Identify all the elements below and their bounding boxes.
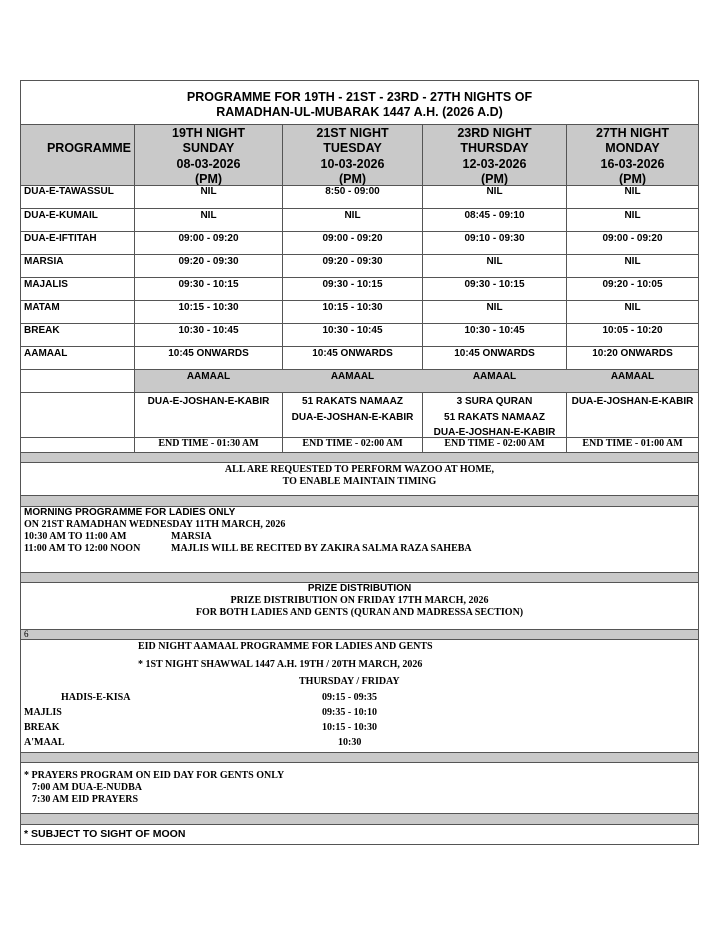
- prize-line-1: PRIZE DISTRIBUTION ON FRIDAY 17TH MARCH, 2026: [230, 595, 489, 606]
- table-cell: 10:45 ONWARDS: [168, 348, 249, 359]
- aamaal-detail: DUA-E-JOSHAN-E-KABIR: [571, 396, 694, 407]
- table-cell: NIL: [486, 302, 503, 313]
- table-cell: NIL: [624, 256, 641, 267]
- aamaal-header: AAMAAL: [472, 371, 517, 382]
- table-cell: 09:30 - 10:15: [322, 279, 383, 290]
- wazoo-notice-line-1: ALL ARE REQUESTED TO PERFORM WAZOO AT HOME,: [224, 464, 495, 475]
- eid-night-day: THURSDAY / FRIDAY: [299, 676, 400, 687]
- ladies-morning-date: ON 21ST RAMADHAN WEDNESDAY 11TH MARCH, 2026: [24, 519, 286, 530]
- eid-day-line: 7:30 AM EID PRAYERS: [32, 794, 139, 805]
- programme-header: PROGRAMME: [46, 141, 131, 155]
- eid-marker: 6: [24, 629, 29, 639]
- eid-day-line: 7:00 AM DUA-E-NUDBA: [32, 782, 142, 793]
- spacer-band: [21, 453, 698, 462]
- table-cell: 10:20 ONWARDS: [592, 348, 673, 359]
- row-label-matam: MATAM: [24, 302, 60, 313]
- spacer-band: [21, 753, 698, 762]
- table-cell: NIL: [200, 210, 217, 221]
- aamaal-detail: 51 RAKATS NAMAAZ DUA-E-JOSHAN-E-KABIR: [291, 396, 414, 423]
- table-cell: NIL: [624, 210, 641, 221]
- spacer-band: [21, 814, 698, 824]
- wazoo-notice-line-2: TO ENABLE MAINTAIN TIMING: [282, 476, 437, 487]
- row-label-marsia: MARSIA: [24, 256, 64, 267]
- prize-line-2: FOR BOTH LADIES AND GENTS (QURAN AND MADRESSA SECTION): [195, 607, 524, 618]
- row-label-dua-e-tawassul: DUA-E-TAWASSUL: [24, 186, 114, 197]
- table-cell: 10:15 - 10:30: [322, 302, 383, 313]
- table-cell: NIL: [486, 256, 503, 267]
- table-cell: NIL: [486, 186, 503, 197]
- night-header-3: 23RD NIGHT THURSDAY 12-03-2026 (PM): [457, 126, 532, 186]
- night-header-2: 21ST NIGHT TUESDAY 10-03-2026 (PM): [316, 126, 389, 186]
- table-cell: 09:10 - 09:30: [464, 233, 525, 244]
- eid-item-label: MAJLIS: [24, 707, 62, 718]
- end-time: END TIME - 02:00 AM: [444, 438, 545, 449]
- eid-night-subheading: * 1ST NIGHT SHAWWAL 1447 A.H. 19TH / 20TH MARCH, 2026: [138, 659, 423, 670]
- title-line-1: PROGRAMME FOR 19TH - 21ST - 23RD - 27TH NIGHTS OF: [186, 90, 533, 104]
- table-cell: 10:30 - 10:45: [322, 325, 383, 336]
- table-cell: 10:15 - 10:30: [178, 302, 239, 313]
- table-cell: 8:50 - 09:00: [325, 186, 380, 197]
- ladies-morning-heading: MORNING PROGRAMME FOR LADIES ONLY: [24, 507, 236, 518]
- eid-item-time: 09:15 - 09:35: [322, 692, 377, 703]
- table-cell: 09:20 - 09:30: [178, 256, 239, 267]
- table-cell: NIL: [344, 210, 361, 221]
- row-label-aamaal: AAMAAL: [24, 348, 68, 359]
- aamaal-header: AAMAAL: [610, 371, 655, 382]
- ladies-morning-time: 10:30 AM TO 11:00 AM: [24, 531, 127, 542]
- eid-item-label: A'MAAL: [24, 737, 65, 748]
- footnote: * SUBJECT TO SIGHT OF MOON: [24, 828, 186, 840]
- ladies-morning-event: MARSIA: [171, 531, 212, 542]
- table-cell: 09:20 - 09:30: [322, 256, 383, 267]
- prize-heading: PRIZE DISTRIBUTION: [307, 583, 412, 594]
- table-cell: 08:45 - 09:10: [464, 210, 525, 221]
- table-cell: 10:30 - 10:45: [178, 325, 239, 336]
- aamaal-detail: DUA-E-JOSHAN-E-KABIR: [147, 396, 270, 407]
- row-label-break: BREAK: [24, 325, 60, 336]
- aamaal-header: AAMAAL: [330, 371, 375, 382]
- ladies-morning-event: MAJLIS WILL BE RECITED BY ZAKIRA SALMA RAZA SAHEBA: [171, 543, 472, 554]
- aamaal-header: AAMAAL: [186, 371, 231, 382]
- table-cell: NIL: [200, 186, 217, 197]
- table-cell: 09:00 - 09:20: [178, 233, 239, 244]
- programme-sheet: [20, 80, 699, 845]
- table-cell: 09:20 - 10:05: [602, 279, 663, 290]
- spacer-band: [21, 630, 698, 639]
- end-time: END TIME - 01:00 AM: [582, 438, 683, 449]
- table-cell: 09:00 - 09:20: [602, 233, 663, 244]
- eid-item-label: BREAK: [24, 722, 60, 733]
- spacer-band: [21, 573, 698, 582]
- table-cell: 09:00 - 09:20: [322, 233, 383, 244]
- table-cell: 10:45 ONWARDS: [454, 348, 535, 359]
- night-header-1: 19TH NIGHT SUNDAY 08-03-2026 (PM): [172, 126, 245, 186]
- table-cell: NIL: [624, 302, 641, 313]
- table-cell: 10:45 ONWARDS: [312, 348, 393, 359]
- row-label-dua-e-iftitah: DUA-E-IFTITAH: [24, 233, 97, 244]
- end-time: END TIME - 01:30 AM: [158, 438, 259, 449]
- eid-day-heading: * PRAYERS PROGRAM ON EID DAY FOR GENTS ONLY: [24, 770, 285, 781]
- row-label-majalis: MAJALIS: [24, 279, 68, 290]
- eid-item-label: HADIS-E-KISA: [61, 692, 131, 703]
- row-label-dua-e-kumail: DUA-E-KUMAIL: [24, 210, 98, 221]
- ladies-morning-time: 11:00 AM TO 12:00 NOON: [24, 543, 141, 554]
- table-cell: 09:30 - 10:15: [178, 279, 239, 290]
- aamaal-detail: 3 SURA QURAN 51 RAKATS NAMAAZ DUA-E-JOSHAN-E-KABIR: [433, 396, 556, 438]
- table-cell: 10:30 - 10:45: [464, 325, 525, 336]
- table-cell: 09:30 - 10:15: [464, 279, 525, 290]
- title-line-2: RAMADHAN-UL-MUBARAK 1447 A.H. (2026 A.D): [216, 105, 503, 119]
- eid-night-heading: EID NIGHT AAMAAL PROGRAMME FOR LADIES AND GENTS: [138, 641, 433, 652]
- eid-item-time: 10:15 - 10:30: [322, 722, 377, 733]
- spacer-band: [21, 496, 698, 506]
- table-cell: 10:05 - 10:20: [602, 325, 663, 336]
- eid-item-time: 10:30: [338, 737, 362, 748]
- eid-item-time: 09:35 - 10:10: [322, 707, 377, 718]
- table-cell: NIL: [624, 186, 641, 197]
- night-header-4: 27TH NIGHT MONDAY 16-03-2026 (PM): [596, 126, 669, 186]
- end-time: END TIME - 02:00 AM: [302, 438, 403, 449]
